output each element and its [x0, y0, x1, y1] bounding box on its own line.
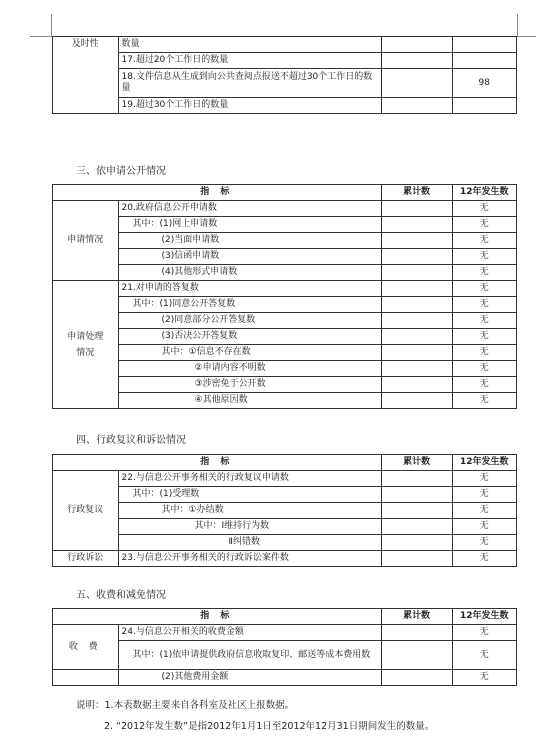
table-row [53, 551, 517, 567]
total-cell [381, 37, 452, 53]
crop-mark [517, 14, 518, 36]
crop-mark [30, 36, 52, 37]
indicator-cell: 其中：(1)同意公开答复数 [118, 297, 381, 313]
indicator-cell: 19.超过30个工作日的数量 [118, 98, 381, 114]
total-cell [381, 281, 452, 297]
indicator-cell: 22.与信息公开事务相关的行政复议申请数 [118, 471, 381, 487]
indicator-cell: (2)当面申请数 [118, 233, 381, 249]
year-cell: 无 [452, 361, 517, 377]
year-cell [452, 98, 517, 114]
total-cell [381, 551, 452, 567]
header-indicator: 指 标 [53, 609, 382, 625]
year-cell: 无 [452, 551, 517, 567]
total-cell [381, 503, 452, 519]
year-cell [452, 37, 517, 53]
table-row [53, 98, 517, 114]
header-indicator: 指 标 [53, 455, 382, 471]
table-row [53, 37, 517, 53]
fees-table [52, 608, 517, 686]
total-cell [381, 393, 452, 409]
table-row [53, 670, 517, 686]
indicator-cell: 其中：(1)受理数 [118, 487, 381, 503]
indicator-cell: 18.文件信息从生成到向公共查阅点报送不超过30个工作日的数量 [118, 69, 381, 98]
table-row [53, 233, 517, 249]
table-row [53, 249, 517, 265]
year-cell: 无 [452, 503, 517, 519]
group-label-application: 申请情况 [53, 201, 119, 281]
header-total: 累计数 [381, 609, 452, 625]
review-litigation-table [52, 454, 517, 567]
table-row [53, 393, 517, 409]
year-cell: 无 [452, 625, 517, 641]
table-row [53, 265, 517, 281]
indicator-cell: (3)信函申请数 [118, 249, 381, 265]
section-title-4: 四、行政复议和诉讼情况 [76, 435, 186, 446]
year-cell: 无 [452, 329, 517, 345]
crop-mark [51, 14, 52, 36]
application-table [52, 184, 517, 409]
indicator-cell: ④其他原因数 [118, 393, 381, 409]
total-cell [381, 377, 452, 393]
total-cell [381, 641, 452, 670]
indicator-cell: 其中：(1)网上申请数 [118, 217, 381, 233]
crop-mark [517, 36, 536, 37]
total-cell [381, 69, 452, 98]
indicator-cell: 23.与信息公开事务相关的行政诉讼案件数 [118, 551, 381, 567]
total-cell [381, 297, 452, 313]
header-total: 累计数 [381, 455, 452, 471]
year-cell: 无 [452, 535, 517, 551]
total-cell [381, 201, 452, 217]
header-indicator: 指 标 [53, 185, 382, 201]
header-year: 12年发生数 [452, 185, 517, 201]
year-cell: 无 [452, 393, 517, 409]
table-row [53, 201, 517, 217]
note-line-2: 2. “2012年发生数”是指2012年1月1日至2012年12月31日期间发生的数量。 [104, 721, 435, 732]
indicator-cell: 其中：①办结数 [118, 503, 381, 519]
total-cell [381, 625, 452, 641]
indicator-cell: 21.对申请的答复数 [118, 281, 381, 297]
indicator-cell: (2)其他费用金额 [118, 670, 381, 686]
section-title-3: 三、依申请公开情况 [76, 166, 166, 177]
header-year: 12年发生数 [452, 609, 517, 625]
total-cell [381, 53, 452, 69]
table-row [53, 641, 517, 670]
indicator-cell: 其中：(1)依申请提供政府信息收取复印、邮送等成本费用数 [118, 641, 381, 670]
year-cell: 无 [452, 345, 517, 361]
indicator-cell: 20.政府信息公开申请数 [118, 201, 381, 217]
total-cell [381, 217, 452, 233]
year-cell: 无 [452, 487, 517, 503]
table-row [53, 471, 517, 487]
table-row [53, 217, 517, 233]
year-cell: 无 [452, 233, 517, 249]
table-row [53, 345, 517, 361]
table-header-row [53, 609, 517, 625]
table-row [53, 69, 517, 98]
total-cell [381, 670, 452, 686]
indicator-cell: 其中：Ⅰ维持行为数 [118, 519, 381, 535]
group-label-empty [53, 670, 119, 686]
group-label-review: 行政复议 [53, 471, 119, 551]
year-cell: 无 [452, 265, 517, 281]
table-row [53, 297, 517, 313]
total-cell [381, 487, 452, 503]
year-cell: 98 [452, 69, 517, 98]
indicator-cell: ③涉密免于公开数 [118, 377, 381, 393]
table-row [53, 625, 517, 641]
row-group-label: 及时性 [53, 37, 119, 114]
table-row [53, 487, 517, 503]
indicator-cell: 24.与信息公开相关的收费金额 [118, 625, 381, 641]
total-cell [381, 329, 452, 345]
indicator-cell: (4)其他形式申请数 [118, 265, 381, 281]
indicator-cell: 数量 [118, 37, 381, 53]
table-row [53, 329, 517, 345]
year-cell: 无 [452, 281, 517, 297]
table-row [53, 503, 517, 519]
total-cell [381, 535, 452, 551]
year-cell [452, 53, 517, 69]
indicator-cell: 17.超过20个工作日的数量 [118, 53, 381, 69]
group-label-fees: 收 费 [53, 625, 119, 670]
year-cell: 无 [452, 201, 517, 217]
year-cell: 无 [452, 377, 517, 393]
total-cell [381, 98, 452, 114]
year-cell: 无 [452, 670, 517, 686]
indicator-cell: ②申请内容不明数 [118, 361, 381, 377]
total-cell [381, 345, 452, 361]
total-cell [381, 265, 452, 281]
header-total: 累计数 [381, 185, 452, 201]
total-cell [381, 313, 452, 329]
indicator-cell: Ⅱ纠错数 [118, 535, 381, 551]
note-line-1: 说明：1.本表数据主要来自各科室及社区上报数据。 [76, 700, 295, 711]
indicator-cell: (2)同意部分公开答复数 [118, 313, 381, 329]
year-cell: 无 [452, 641, 517, 670]
timeliness-table [52, 36, 517, 114]
table-row [53, 313, 517, 329]
table-header-row [53, 455, 517, 471]
group-label-litigation: 行政诉讼 [53, 551, 119, 567]
section-title-5: 五、收费和减免情况 [76, 590, 166, 601]
indicator-cell: 其中：①信息不存在数 [118, 345, 381, 361]
table-row [53, 53, 517, 69]
table-row [53, 281, 517, 297]
header-year: 12年发生数 [452, 455, 517, 471]
table-row [53, 519, 517, 535]
year-cell: 无 [452, 249, 517, 265]
year-cell: 无 [452, 471, 517, 487]
table-row [53, 361, 517, 377]
year-cell: 无 [452, 519, 517, 535]
total-cell [381, 471, 452, 487]
total-cell [381, 519, 452, 535]
table-header-row [53, 185, 517, 201]
year-cell: 无 [452, 313, 517, 329]
table-row [53, 377, 517, 393]
total-cell [381, 233, 452, 249]
total-cell [381, 361, 452, 377]
indicator-cell: (3)否决公开答复数 [118, 329, 381, 345]
year-cell: 无 [452, 297, 517, 313]
total-cell [381, 249, 452, 265]
year-cell: 无 [452, 217, 517, 233]
group-label-processing: 申请处理情况 [53, 281, 119, 409]
table-row [53, 535, 517, 551]
